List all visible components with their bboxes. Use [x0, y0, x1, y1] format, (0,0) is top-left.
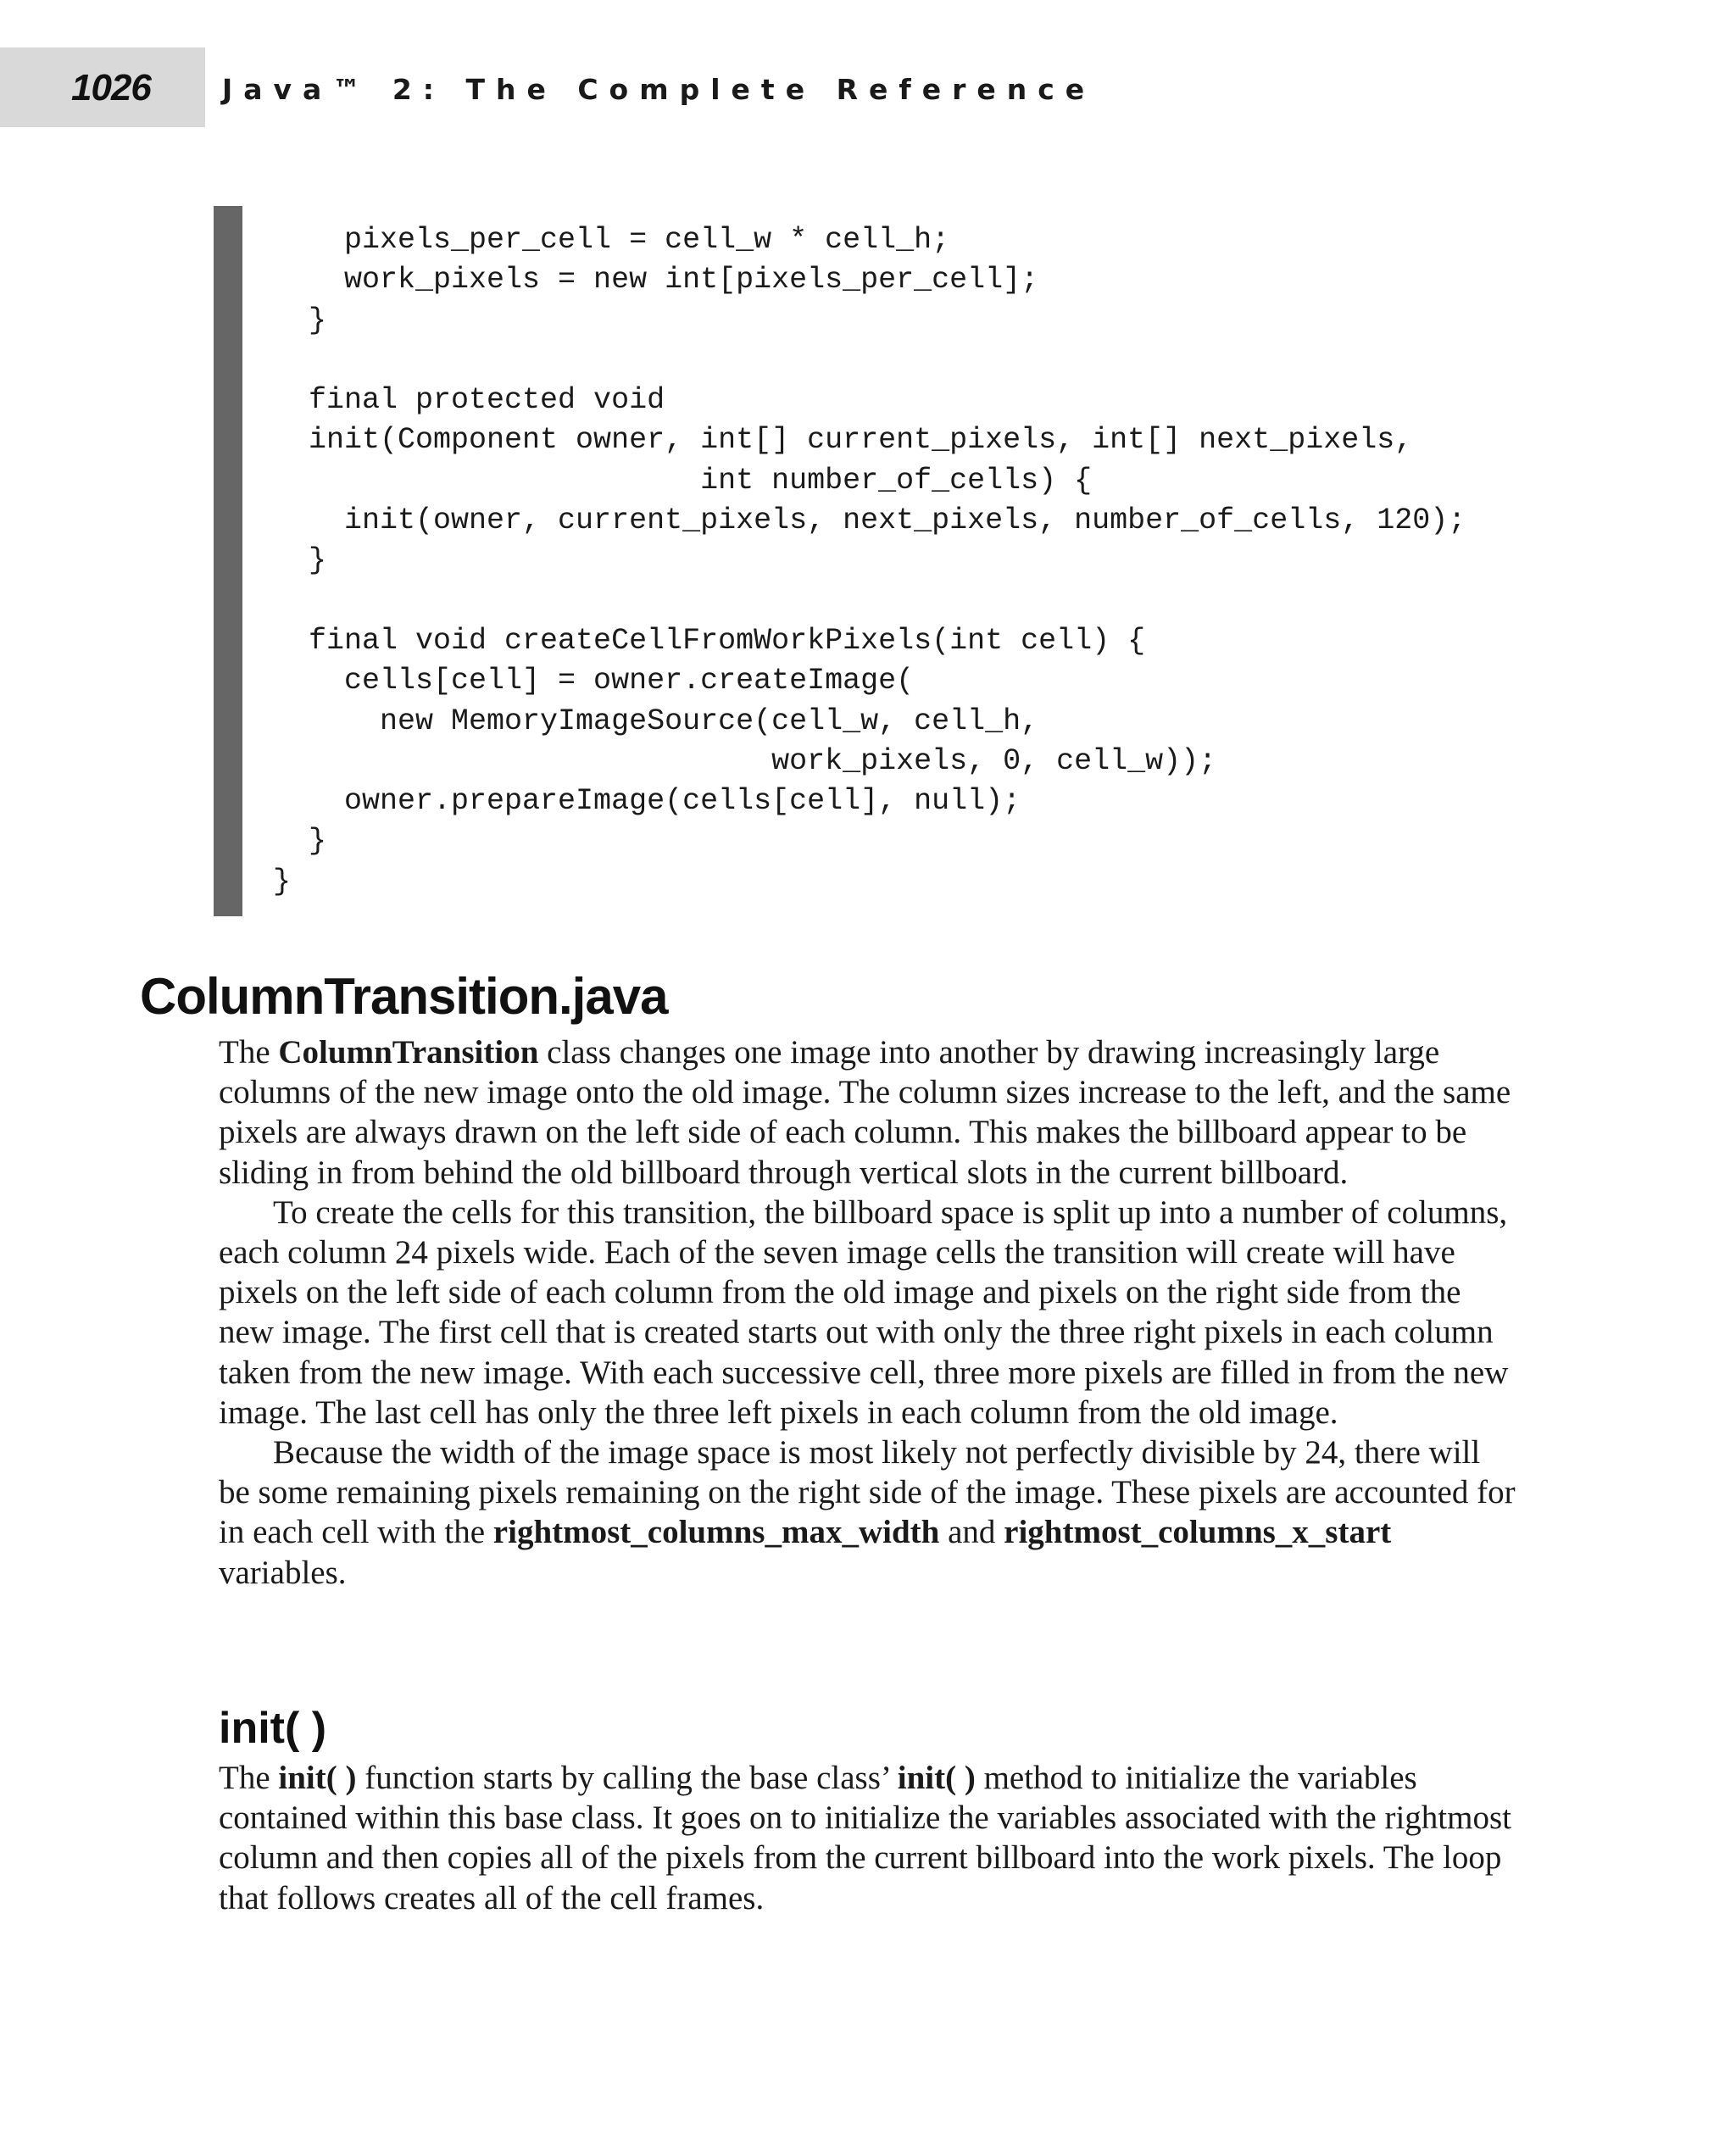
section-body [219, 1032, 1516, 1593]
paragraph-3: Because the width of the image space is most likely not perfectly divisible by 24, there will be some remaining pixels remaining on the right side of the image. These pixels are accounted for in each cell with the rightmost_columns_max_width and rightmost_columns_x_start variables. [219, 1434, 1516, 1591]
paragraph-4: The init( ) function starts by calling the base class’ init( ) method to initialize the variables contained within this base class. It goes on to initialize the variables associated with the rightmost column and then copies all of the pixels from the current billboard into the work pixels. The loop that follows creates all of the cell frames. [219, 1760, 1511, 1916]
section-heading: ColumnTransition.java [140, 968, 668, 1025]
method-name-bold: init( ) [278, 1760, 357, 1796]
method-name-bold: init( ) [897, 1760, 976, 1796]
subsection-heading: init( ) [219, 1704, 327, 1753]
class-name-bold: ColumnTransition [278, 1034, 539, 1071]
variable-name-bold: rightmost_columns_x_start [1004, 1514, 1392, 1551]
code-margin-bar [214, 206, 242, 916]
code-listing: pixels_per_cell = cell_w * cell_h; work_pixels = new int[pixels_per_cell]; } final protected void init(Component owner, int[] current_pixels, int[] next_pixels, int number_of_cells) { init(owner, current_pixels, next_pixels, number_of_cells, 120); } final void createCellFromWorkPixels(int cell) { cells[cell] = owner.createImage( new MemoryImageSource(cell_w, cell_h, work_pixels, 0, cell_w)); owner.prepareImage(cells[cell], null); } } [273, 223, 1466, 898]
page-number: 1026 [71, 67, 151, 108]
running-head: Java™ 2: The Complete Reference [222, 73, 1096, 106]
subsection-body [219, 1758, 1516, 1918]
variable-name-bold: rightmost_columns_max_width [492, 1514, 940, 1551]
paragraph-1: The ColumnTransition class changes one image into another by drawing increasingly large columns of the new image onto the old image. The column sizes increase to the left, and the same pixels are always drawn on the left side of each column. This makes the billboard appear to be sliding in from behind the old billboard through vertical slots in the current billboard. [219, 1034, 1511, 1191]
paragraph-2: To create the cells for this transition, the billboard space is split up into a number of columns, each column 24 pixels wide. Each of the seven image cells the transition will create will have pixels on the left side of each column from the old image and pixels on the right side from the new image. The first cell that is created starts out with only the three right pixels in each column taken from the new image. With each successive cell, three more pixels are filled in from the new image. The last cell has only the three left pixels in each column from the old image. [219, 1193, 1509, 1431]
